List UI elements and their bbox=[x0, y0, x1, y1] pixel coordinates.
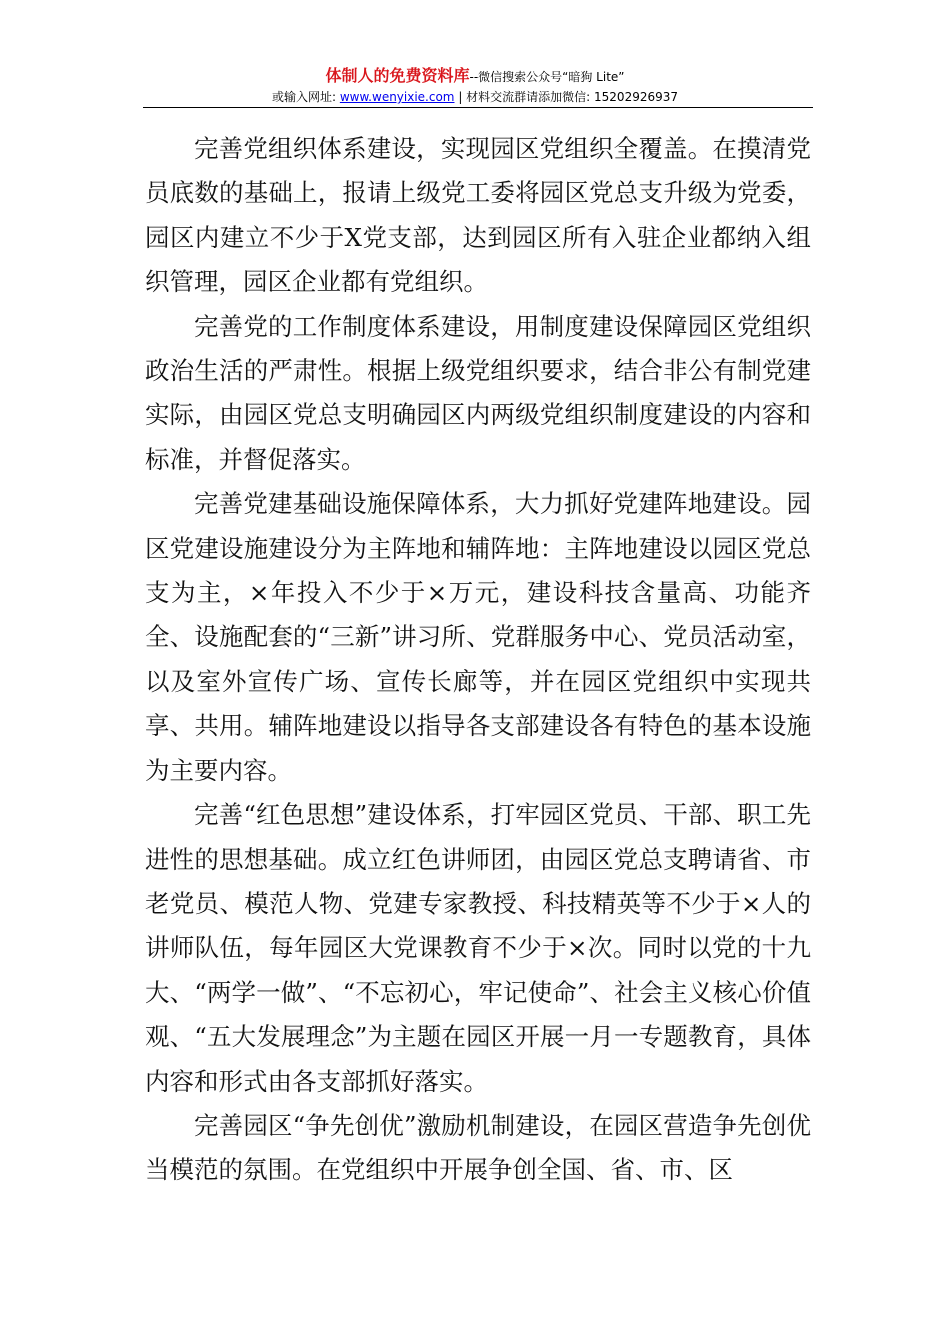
website-link[interactable]: www.wenyixie.com bbox=[339, 90, 455, 104]
brand-title: 体制人的免费资料库 bbox=[325, 66, 470, 85]
header-tagline: --微信搜索公众号“暗狗 Lite” bbox=[469, 70, 625, 84]
document-body bbox=[145, 127, 811, 1193]
header-banner bbox=[0, 66, 950, 87]
paragraph: 完善党组织体系建设，实现园区党组织全覆盖。在摸清党员底数的基础上，报请上级党工委将园区党总支升级为党委，园区内建立不少于X党支部，达到园区所有入驻企业都纳入组织管理，园区企业都有党组织。 bbox=[145, 134, 811, 297]
paragraph: 完善园区“争先创优”激励机制建设，在园区营造争先创优当模范的氛围。在党组织中开展争创全国、省、市、区 bbox=[145, 1110, 811, 1185]
paragraph: 完善党建基础设施保障体系，大力抓好党建阵地建设。园区党建设施建设分为主阵地和辅阵地：主阵地建设以园区党总支为主，×年投入不少于×万元，建设科技含量高、功能齐全、设施配套的“三新”讲习所、党群服务中心、党员活动室，以及室外宣传广场、宣传长廊等，并在园区党组织中实现共享、共用。辅阵地建设以指导各支部建设各有特色的基本设施为主要内容。 bbox=[145, 489, 811, 785]
url-prefix: 或输入网址: bbox=[271, 90, 340, 104]
header-contact-line bbox=[0, 88, 950, 106]
header-divider bbox=[143, 107, 813, 108]
paragraph: 完善“红色思想”建设体系，打牢园区党员、干部、职工先进性的思想基础。成立红色讲师团，由园区党总支聘请省、市老党员、模范人物、党建专家教授、科技精英等不少于×人的讲师队伍，每年园区大党课教育不少于×次。同时以党的十九大、“两学一做”、“不忘初心，牢记使命”、社会主义核心价值观、“五大发展理念”为主题在园区开展一月一专题教育，具体内容和形式由各支部抓好落实。 bbox=[145, 800, 811, 1096]
page-header bbox=[0, 66, 950, 106]
paragraph: 完善党的工作制度体系建设，用制度建设保障园区党组织政治生活的严肃性。根据上级党组织要求，结合非公有制党建实际，由园区党总支明确园区内两级党组织制度建设的内容和标准，并督促落实。 bbox=[145, 311, 811, 474]
contact-info: | 材料交流群请添加微信: 15202926937 bbox=[454, 90, 679, 104]
